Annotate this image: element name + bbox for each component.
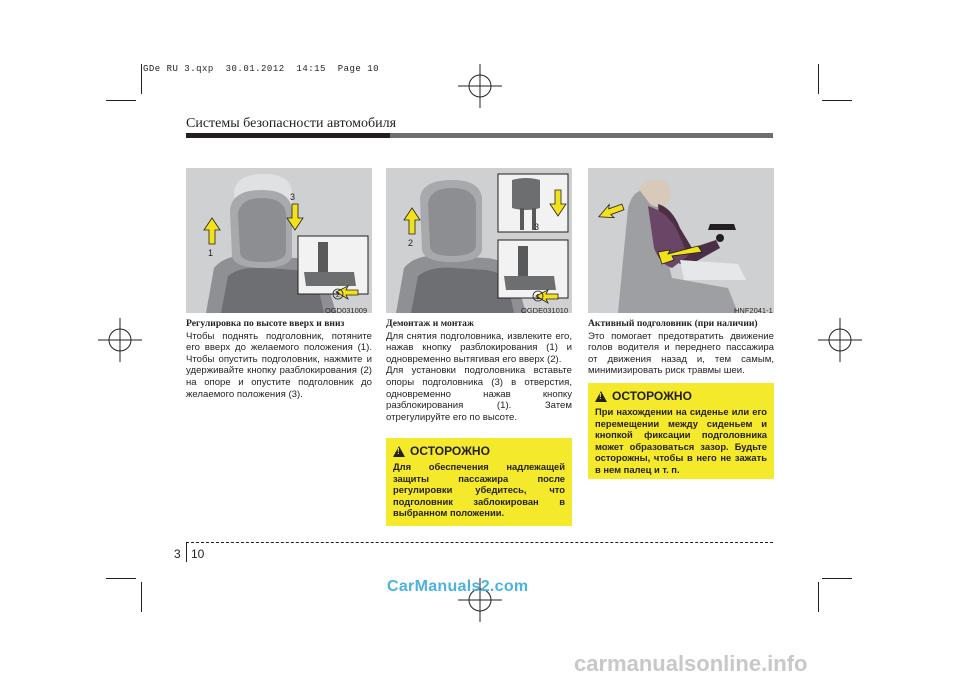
heading-active-headrest: Активный подголовник (при наличии)	[588, 318, 758, 329]
column-active-headrest	[588, 318, 774, 377]
body-removal: Для снятия подголовника, извлеките его, нажав кнопку разблокирования (1) и одновременно вытягивая его вверх (2).	[386, 330, 572, 365]
figure-active-headrest	[588, 168, 774, 313]
registration-mark-right	[818, 318, 862, 362]
warning-text: При нахождении на сиденье или его перемещении между сиденьем и кнопкой фиксации подголовника может образоваться зазор. Будьте осторожны, чтобы в него не зажать в нем палец и т. п.	[595, 406, 767, 475]
svg-text:1: 1	[208, 248, 214, 258]
registration-mark-left	[98, 318, 142, 362]
warning-triangle-icon	[393, 446, 405, 457]
svg-text:3: 3	[534, 222, 540, 232]
svg-text:1: 1	[536, 294, 540, 301]
body-active-headrest: Это помогает предотвратить движение голов водителя и переднего пассажира от движения назад и, тем самым, минимизировать риск травмы шеи.	[588, 330, 774, 377]
svg-text:2: 2	[336, 292, 340, 299]
figure-headrest-removal	[386, 168, 572, 313]
warning-box-gap	[588, 383, 774, 479]
body-installation: Для установки подголовника вставьте опоры подголовника (3) в отверстия, одновременно нажав кнопку разблокирования (1). Затем отрегулируйте его по высоте.	[386, 365, 572, 423]
column-removal-installation	[386, 318, 572, 423]
figure-headrest-height	[186, 168, 372, 313]
footer-rule	[186, 542, 773, 543]
page-num-divider	[186, 542, 187, 562]
heading-height-adjustment: Регулировка по высоте вверх и вниз	[186, 318, 345, 329]
svg-text:2: 2	[408, 238, 414, 248]
body-height-adjustment: Чтобы поднять подголовник, потяните его вверх до желаемого положения (1). Чтобы опустить подголовник, нажмите и удерживайте кнопку разблокирования (2) на опоре и опустите подголовник до желаемого положения (3).	[186, 330, 372, 400]
file-slug: GDe RU 3.qxp 30.01.2012 14:15 Page 10	[143, 64, 380, 74]
warning-title: ОСТОРОЖНО	[410, 444, 490, 458]
page-number: 10	[191, 547, 205, 561]
warning-title: ОСТОРОЖНО	[612, 389, 692, 403]
watermark-link[interactable]: CarManuals2.com	[387, 578, 529, 595]
chapter-number: 3	[174, 547, 181, 561]
watermark-bottom-link[interactable]: carmanualsonline.info	[574, 651, 808, 676]
figure-code-2: OGDE031010	[521, 306, 569, 315]
heading-removal-installation: Демонтаж и монтаж	[386, 318, 474, 329]
warning-text: Для обеспечения надлежащей защиты пассажира после регулировки убедитесь, что подголовник заблокирован в выбранном положении.	[393, 461, 565, 519]
warning-triangle-icon	[595, 391, 607, 402]
section-bar	[186, 133, 773, 138]
warning-box-lock	[386, 438, 572, 526]
figure-code-3: HNF2041-1	[734, 306, 773, 315]
section-title: Системы безопасности автомобиля	[186, 116, 397, 131]
registration-mark-top	[458, 64, 502, 108]
figure-code-1: OGD031009	[325, 306, 368, 315]
column-height-adjustment	[186, 318, 372, 400]
svg-text:3: 3	[290, 192, 296, 202]
